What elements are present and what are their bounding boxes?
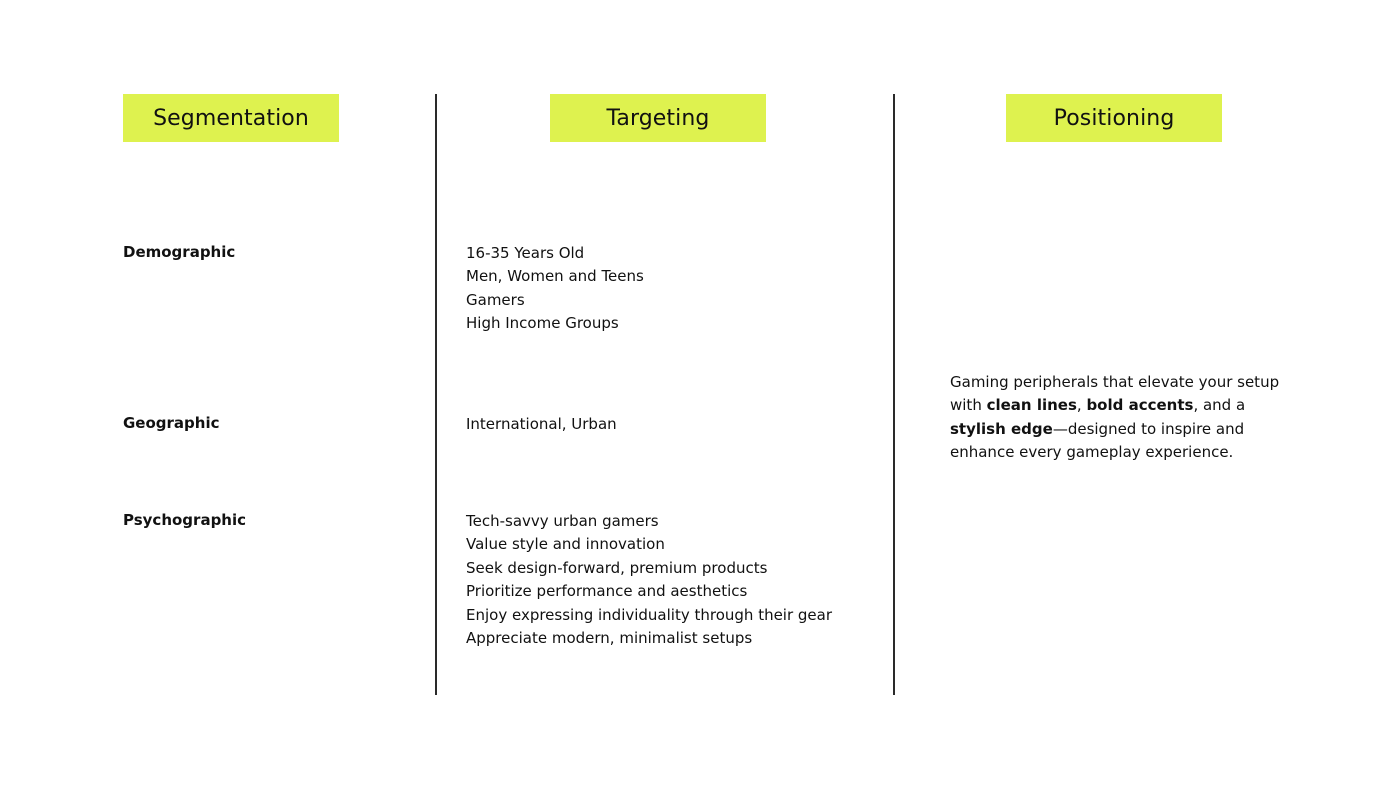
positioning-emphasis: clean lines [986,396,1077,415]
geographic-targets [466,413,617,436]
positioning-text-part: , [1076,396,1087,415]
psychographic-label: Psychographic [123,511,247,529]
positioning-text-part: , and a [1193,396,1246,415]
positioning-emphasis: bold accents [1086,396,1194,415]
positioning-emphasis: stylish edge [950,419,1053,438]
positioning-text-part: Gaming peripherals that elevate your setup with [950,373,1280,415]
list-item: Men, Women and Teens [466,267,644,286]
list-item: Gamers [466,290,525,309]
list-item: Appreciate modern, minimalist setups [466,629,753,648]
positioning-text-part: —designed to inspire and enhance every gameplay experience. [950,419,1245,462]
psychographic-targets [466,510,832,650]
list-item: Prioritize performance and aesthetics [466,582,748,601]
demographic-targets [466,242,644,336]
list-item: Seek design-forward, premium products [466,558,768,577]
list-item: 16-35 Years Old [466,244,585,262]
column-divider-right [893,94,895,695]
targeting-header: Targeting [550,94,766,142]
list-item: Tech-savvy urban gamers [466,512,659,530]
positioning-statement [950,371,1280,465]
segmentation-header: Segmentation [123,94,339,142]
list-item: Enjoy expressing individuality through their gear [466,605,833,624]
list-item: High Income Groups [466,314,619,333]
geographic-label: Geographic [123,414,220,432]
list-item: Value style and innovation [466,535,665,554]
list-item: International, Urban [466,415,617,433]
positioning-header: Positioning [1006,94,1222,142]
demographic-label: Demographic [123,243,236,261]
column-divider-left [435,94,437,695]
